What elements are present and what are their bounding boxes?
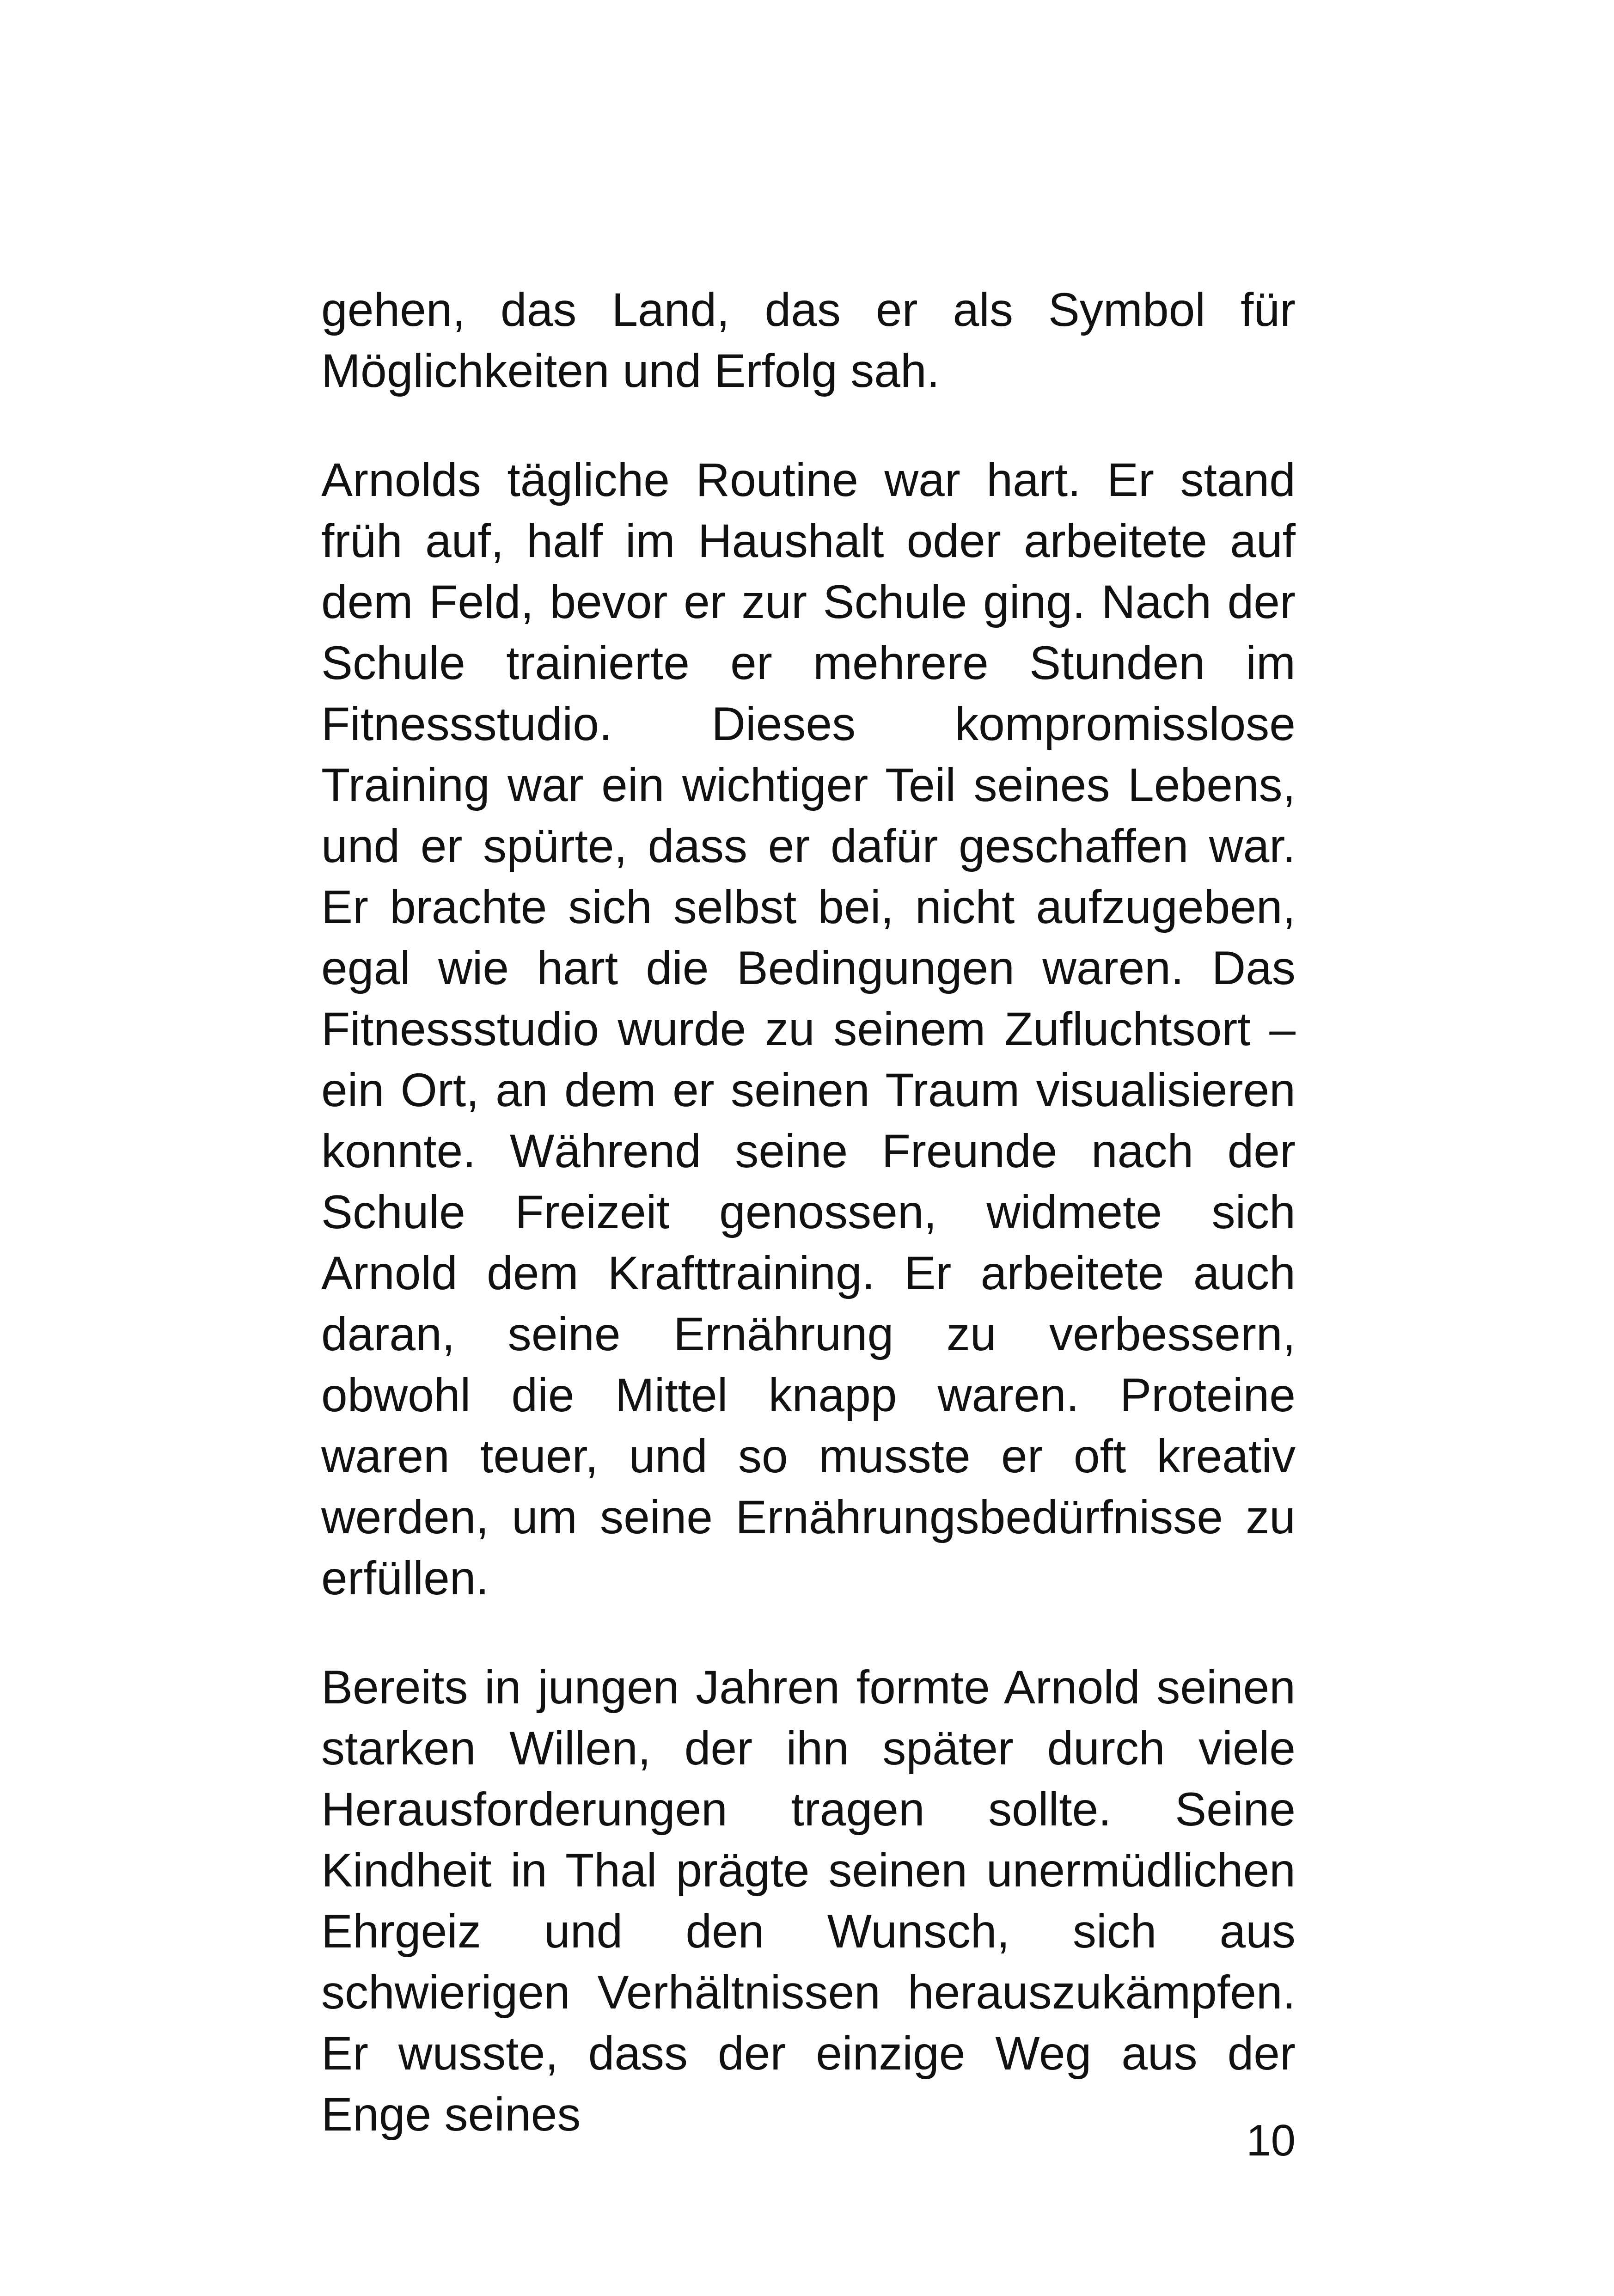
paragraph-3: Bereits in jungen Jahren formte Arnold seinen starken Willen, der ihn später durch viele Herausforderungen tragen sollte. Seine Kindheit in Thal prägte seinen unermüdlichen Ehrgeiz und den Wunsch, sich aus schwierigen Verhältnissen herauszukämpfen. Er wusste, dass der einzige Weg aus der Enge seines (321, 1661, 1296, 2141)
paragraph-1: gehen, das Land, das er als Symbol für Möglichkeiten und Erfolg sah. (321, 283, 1296, 397)
page-number: 10 (1246, 2116, 1296, 2165)
paragraph-2: Arnolds tägliche Routine war hart. Er stand früh auf, half im Haushalt oder arbeitete auf dem Feld, bevor er zur Schule ging. Nach der Schule trainierte er mehrere Stunden im Fitnessstudio. Dieses kompromisslose Training war ein wichtiger Teil seines Lebens, und er spürte, dass er dafür geschaffen war. Er brachte sich selbst bei, nicht aufzugeben, egal wie hart die Bedingungen waren. Das Fitnessstudio wurde zu seinem Zufluchtsort – ein Ort, an dem er seinen Traum visualisieren konnte. Während seine Freunde nach der Schule Freizeit genossen, widmete sich Arnold dem Krafttraining. Er arbeitete auch daran, seine Ernährung zu verbessern, obwohl die Mittel knapp waren. Proteine waren teuer, und so musste er oft kreativ werden, um seine Ernährungsbedürfnisse zu erfüllen. (321, 453, 1296, 1604)
page-body (321, 279, 1296, 2145)
